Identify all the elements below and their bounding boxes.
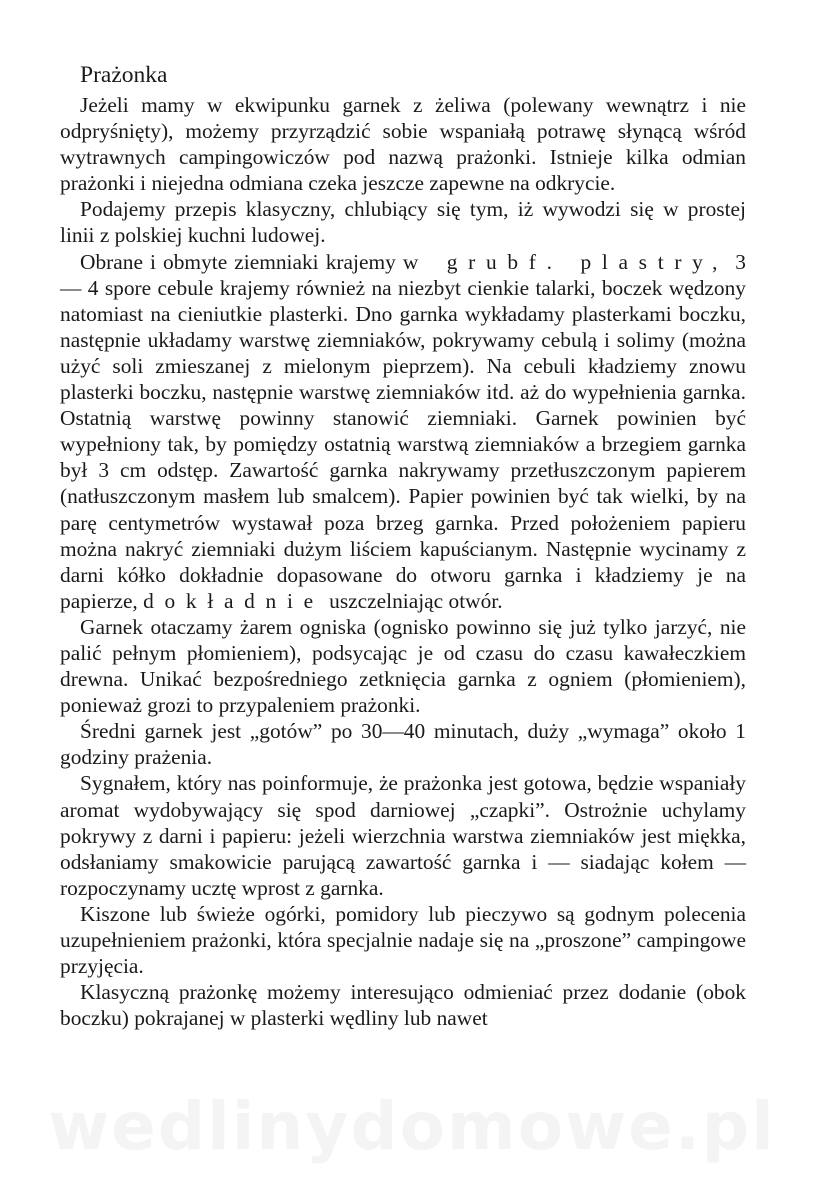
paragraph-preparation xyxy=(60,249,746,614)
paragraph-ready-signal: Sygnałem, który nas poinformuje, że prażonka jest gotowa, będzie wspaniały aromat wydobywający się spod darniowej „czapki”. Ostrożnie uchylamy pokrywy z darni i papieru: jeżeli wierzchnia warstwa ziemniaków jest miękka, odsłaniamy smakowicie parującą zawartość garnka i — siadając kołem — rozpoczynamy ucztę wprost z garnka. xyxy=(60,771,746,900)
paragraph-classic-recipe: Podajemy przepis klasyczny, chlubiący się tym, iż wywodzi się w prostej linii z polskiej kuchni ludowej. xyxy=(60,197,746,248)
paragraph-intro: Jeżeli mamy w ekwipunku garnek z żeliwa (polewany wewnątrz i nie odpryśnięty), możemy przyrządzić sobie wspaniałą potrawę słynącą wśród wytrawnych campingowiczów pod nazwą prażonki. Istnieje kilka odmian prażonki i niejedna odmiana czeka jeszcze zapewne na odkrycie. xyxy=(60,93,746,196)
preparation-spaced-emphasis: w grubf. plastry, xyxy=(402,249,729,274)
preparation-text-middle: 3— 4 spore cebule krajemy również na niezbyt cienkie talarki, boczek wędzony natomiast na cieniutkie plasterki. Dno garnka wykładamy plasterkami boczku, następnie układamy warstwę ziemniaków, pokrywamy cebulą i solimy (można użyć soli zmieszanej z mielonym pieprzem). Na cebuli kładziemy znowu plasterki boczku, następnie warstwę ziemniaków itd. aż do wypełnienia garnka. Ostatnią warstwę powinny stanowić ziemniaki. Garnek powinien być wypełniony tak, by pomiędzy ostatnią warstwą ziemniaków a brzegiem garnka był 3 cm odstęp. Zawartość garnka nakrywamy przetłuszczonym papierem (natłuszczonym masłem lub smalcem). Papier powinien być tak wielki, by na parę centymetrów wystawał poza brzeg garnka. Przed położeniem papieru można nakryć ziemniaki dużym liściem kapuścianym. Następnie wycinamy z darni kółko dokładnie dopasowane do otworu garnka i kładziemy je na papierze, xyxy=(60,249,746,613)
document-page xyxy=(60,58,746,1031)
preparation-text-start: Obrane i obmyte ziemniaki krajemy xyxy=(80,249,403,274)
paragraph-fire: Garnek otaczamy żarem ogniska (ognisko powinno się już tylko jarzyć, nie palić pełnym płomieniem), podsycając je od czasu do czasu kawałeczkiem drewna. Unikać bezpośredniego zetknięcia garnka z ogniem (płomieniem), ponieważ grozi to przypaleniem prażonki. xyxy=(60,614,746,718)
preparation-text-end: uszczelniając otwór. xyxy=(323,588,503,613)
site-watermark: wedlinydomowe.pl xyxy=(48,1088,776,1165)
preparation-spaced-emphasis-2: dokładnie xyxy=(143,588,324,613)
paragraph-timing: Średni garnek jest „gotów” po 30—40 minutach, duży „wymaga” około 1 godziny prażenia. xyxy=(60,719,746,770)
paragraph-variations: Klasyczną prażonkę możemy interesująco odmieniać przez dodanie (obok boczku) pokrajanej w plasterki wędliny lub nawet xyxy=(60,980,746,1031)
paragraph-serving: Kiszone lub świeże ogórki, pomidory lub pieczywo są godnym polecenia uzupełnieniem prażonki, która specjalnie nadaje się na „proszone” campingowe przyjęcia. xyxy=(60,901,746,979)
recipe-title: Prażonka xyxy=(80,62,168,88)
